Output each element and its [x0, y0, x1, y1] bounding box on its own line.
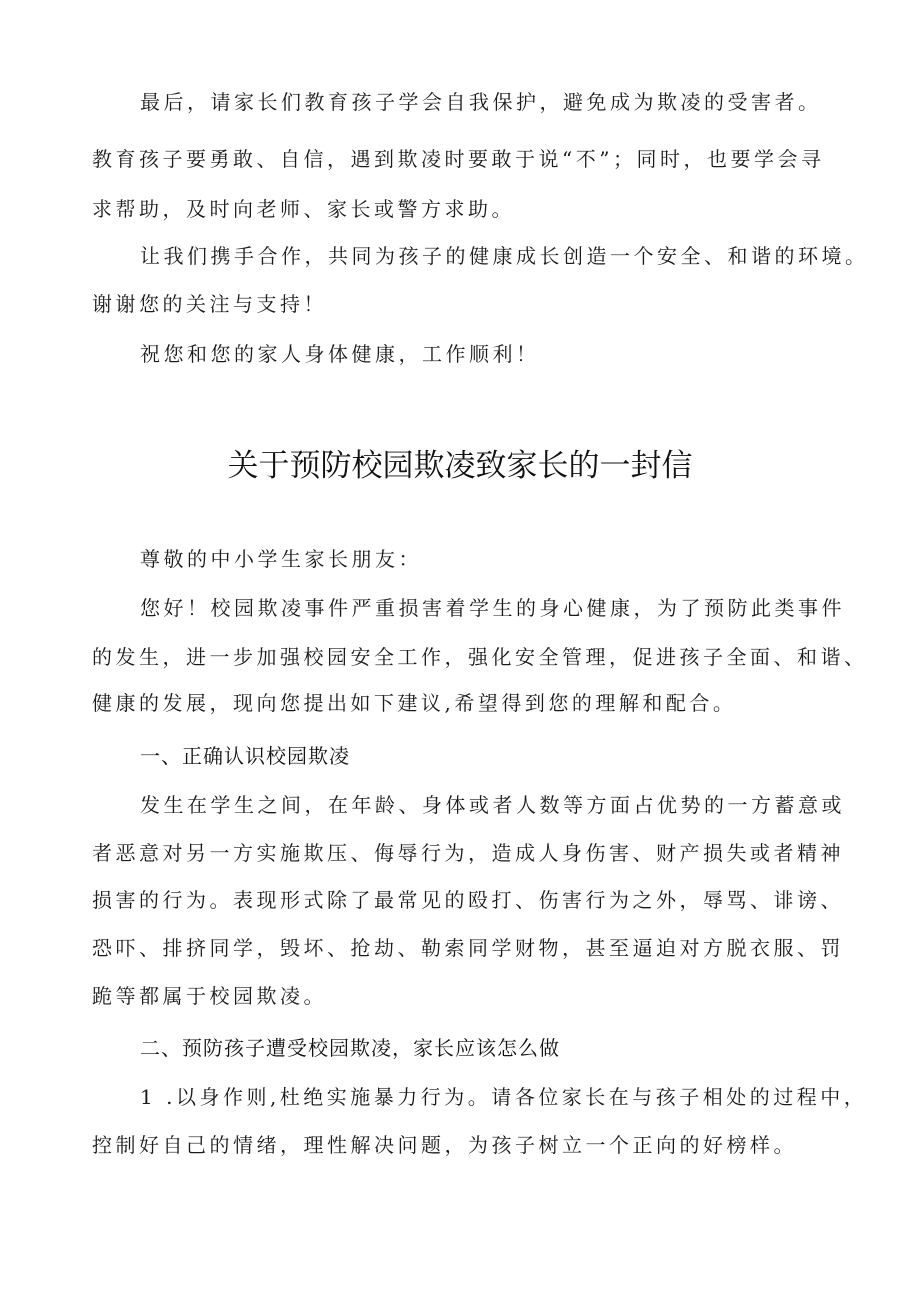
intro-paragraph-line-3: 健康的发展，现向您提出如下建议,希望得到您的理解和配合。 [92, 691, 737, 715]
wishes-line: 祝您和您的家人身体健康，工作顺利！ [140, 342, 540, 366]
letter-greeting: 尊敬的中小学生家长朋友： [140, 547, 422, 571]
intro-paragraph-line-2: 的发生，进一步加强校园安全工作，强化安全管理，促进孩子全面、和谐、 [92, 645, 868, 669]
section-1-heading: 一、正确认识校园欺凌 [140, 744, 350, 768]
closing-paragraph-line-3: 求帮助，及时向老师、家长或警方求助。 [92, 197, 515, 221]
letter-title: 关于预防校园欺凌致家长的一封信 [227, 448, 693, 484]
section-1-line-2: 者恶意对另一方实施欺压、侮辱行为，造成人身伤害、财产损失或者精神 [92, 841, 844, 865]
item-1-line-2: 控制好自己的情绪，理性解决问题，为孩子树立一个正向的好榜样。 [92, 1133, 797, 1157]
section-2-heading: 二、预防孩子遭受校园欺凌，家长应该怎么做 [140, 1036, 560, 1060]
intro-paragraph-line-1: 您好！校园欺凌事件严重损害着学生的身心健康，为了预防此类事件 [140, 596, 845, 620]
closing-paragraph-line-1: 最后，请家长们教育孩子学会自我保护，避免成为欺凌的受害者。 [140, 90, 822, 114]
item-1-line-1: 1 .以身作则,杜绝实施暴力行为。请各位家长在与孩子相处的过程中， [140, 1085, 868, 1109]
section-1-line-1: 发生在学生之间，在年龄、身体或者人数等方面占优势的一方蓄意或 [140, 793, 845, 817]
cooperation-paragraph-line-2: 谢谢您的关注与支持！ [92, 292, 327, 316]
section-1-line-4: 恐吓、排挤同学，毁坏、抢劫、勒索同学财物，甚至逼迫对方脱衣服、罚 [92, 936, 844, 960]
closing-paragraph-line-2: 教育孩子要勇敢、自信，遇到欺凌时要敢于说“不”；同时，也要学会寻 [92, 147, 825, 171]
section-1-line-3: 损害的行为。表现形式除了最常见的殴打、伤害行为之外，辱骂、诽谤、 [92, 888, 844, 912]
section-1-line-5: 跪等都属于校园欺凌。 [92, 984, 327, 1008]
cooperation-paragraph-line-1: 让我们携手合作，共同为孩子的健康成长创造一个安全、和谐的环境。 [140, 244, 869, 268]
